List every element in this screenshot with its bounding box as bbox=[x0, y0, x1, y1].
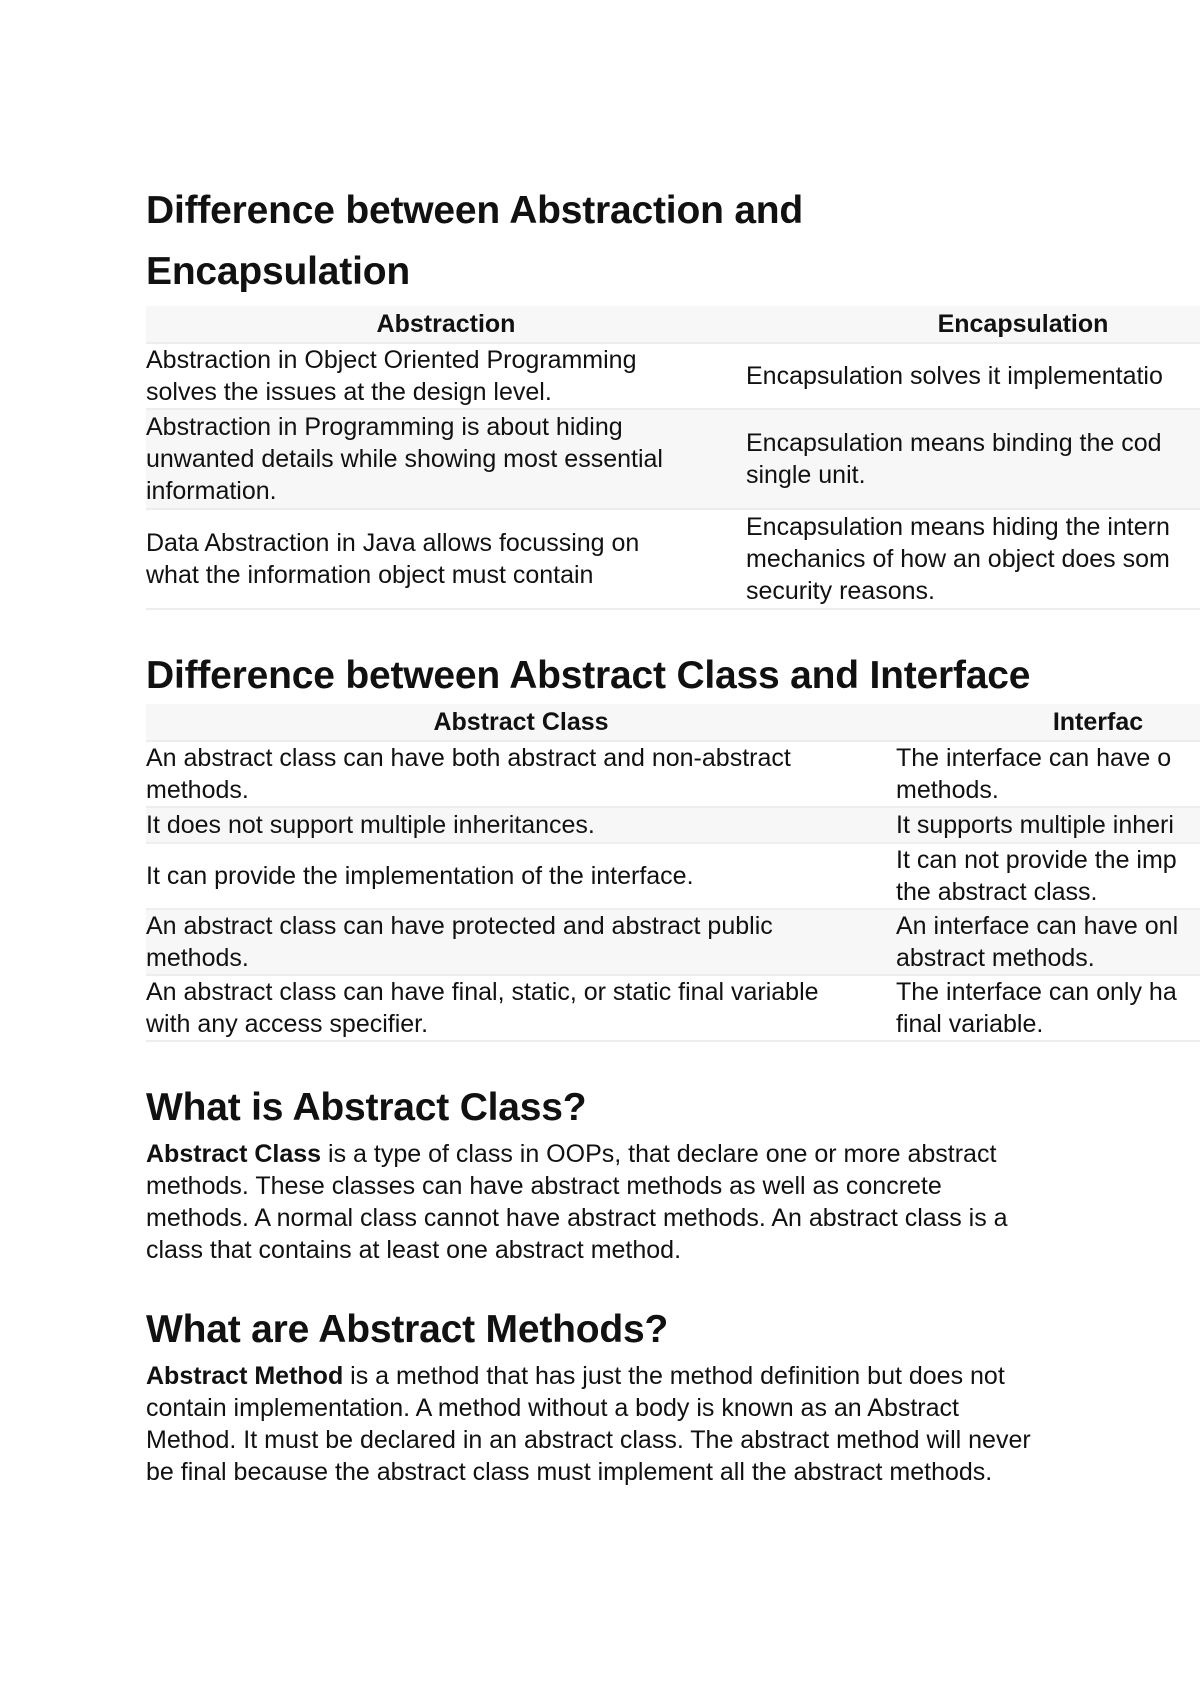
table-cell bbox=[896, 909, 1200, 975]
cell-line: methods. bbox=[146, 776, 249, 804]
table-cell bbox=[146, 343, 746, 409]
cell-line: what the information object must contain bbox=[146, 561, 594, 589]
cell-line: An interface can have onl bbox=[896, 912, 1179, 940]
cell-line: It supports multiple inheri bbox=[896, 811, 1174, 839]
table-cell bbox=[146, 741, 896, 807]
section1-title-line2: Encapsulation bbox=[146, 250, 410, 293]
cell-line: An abstract class can have both abstract and non-abstract bbox=[146, 744, 791, 772]
table-cell bbox=[896, 741, 1200, 807]
section1-title-line1: Difference between Abstraction and bbox=[146, 189, 804, 232]
column-header-interface: Interfac bbox=[896, 704, 1200, 741]
table-cell bbox=[746, 409, 1200, 509]
cell-line: It does not support multiple inheritances. bbox=[146, 811, 595, 839]
abstract-method-term: Abstract Method bbox=[146, 1362, 344, 1390]
cell-line: An abstract class can have protected and abstract public bbox=[146, 912, 773, 940]
cell-line: Encapsulation means binding the cod bbox=[746, 429, 1162, 457]
section1-heading-block bbox=[146, 180, 846, 302]
cell-line: unwanted details while showing most essential bbox=[146, 445, 663, 473]
section2-title: Difference between Abstract Class and Interface bbox=[146, 654, 1031, 697]
table-header-row bbox=[146, 306, 1200, 343]
cell-line: single unit. bbox=[746, 461, 866, 489]
table-cell bbox=[146, 409, 746, 509]
abstraction-vs-encapsulation-table bbox=[146, 306, 1200, 610]
abstract-class-term: Abstract Class bbox=[146, 1140, 322, 1168]
cell-line: methods. bbox=[896, 776, 999, 804]
table-row bbox=[146, 741, 1200, 807]
abstract-class-text: is a type of class in OOPs, that declare one or more abstract methods. These classes can have abstract methods as well as concrete methods. A normal class cannot have abstract methods. An abstract class is a class that contains at least one abstract method. bbox=[146, 1140, 1008, 1264]
abstract-class-paragraph bbox=[146, 1138, 1046, 1266]
table-row bbox=[146, 509, 1200, 609]
cell-line: Encapsulation means hiding the intern bbox=[746, 513, 1170, 541]
table-row bbox=[146, 843, 1200, 909]
cell-line: with any access specifier. bbox=[146, 1010, 429, 1038]
table-row bbox=[146, 909, 1200, 975]
table-cell bbox=[146, 843, 896, 909]
cell-line: The interface can have o bbox=[896, 744, 1172, 772]
cell-line: methods. bbox=[146, 944, 249, 972]
cell-line: The interface can only ha bbox=[896, 978, 1177, 1006]
table-header-row bbox=[146, 704, 1200, 741]
column-header-encapsulation: Encapsulation bbox=[746, 306, 1200, 343]
column-header-abstraction: Abstraction bbox=[146, 306, 746, 343]
table-cell bbox=[146, 509, 746, 609]
cell-line: final variable. bbox=[896, 1010, 1044, 1038]
table-cell bbox=[146, 909, 896, 975]
table-cell bbox=[746, 343, 1200, 409]
cell-line: It can provide the implementation of the interface. bbox=[146, 862, 694, 890]
cell-line: Encapsulation solves it implementatio bbox=[746, 362, 1163, 390]
section3-title: What is Abstract Class? bbox=[146, 1086, 587, 1129]
cell-line: security reasons. bbox=[746, 577, 935, 605]
table-row bbox=[146, 807, 1200, 843]
cell-line: Data Abstraction in Java allows focussing on bbox=[146, 529, 640, 557]
cell-line: It can not provide the imp bbox=[896, 846, 1177, 874]
document-content bbox=[146, 180, 1200, 1488]
table-cell bbox=[146, 807, 896, 843]
table-cell bbox=[146, 975, 896, 1041]
abstract-class-vs-interface-table bbox=[146, 704, 1200, 1042]
cell-line: Abstraction in Programming is about hiding bbox=[146, 413, 623, 441]
table-cell bbox=[746, 509, 1200, 609]
abstract-method-paragraph bbox=[146, 1360, 1046, 1488]
cell-line: information. bbox=[146, 477, 277, 505]
column-header-abstract-class: Abstract Class bbox=[146, 704, 896, 741]
cell-line: An abstract class can have final, static, or static final variable bbox=[146, 978, 819, 1006]
table-row bbox=[146, 409, 1200, 509]
cell-line: solves the issues at the design level. bbox=[146, 378, 552, 406]
cell-line: Abstraction in Object Oriented Programming bbox=[146, 346, 637, 374]
table-cell bbox=[896, 807, 1200, 843]
table-cell bbox=[896, 975, 1200, 1041]
abstract-method-text: is a method that has just the method definition but does not contain implementation. A method without a body is known as an Abstract Method. It must be declared in an abstract class. The abstract method will never be final because the abstract class must implement all the abstract methods. bbox=[146, 1362, 1031, 1486]
section4-title: What are Abstract Methods? bbox=[146, 1308, 669, 1351]
cell-line: abstract methods. bbox=[896, 944, 1095, 972]
table-row bbox=[146, 343, 1200, 409]
table-row bbox=[146, 975, 1200, 1041]
cell-line: the abstract class. bbox=[896, 878, 1098, 906]
cell-line: mechanics of how an object does som bbox=[746, 545, 1170, 573]
table-cell bbox=[896, 843, 1200, 909]
